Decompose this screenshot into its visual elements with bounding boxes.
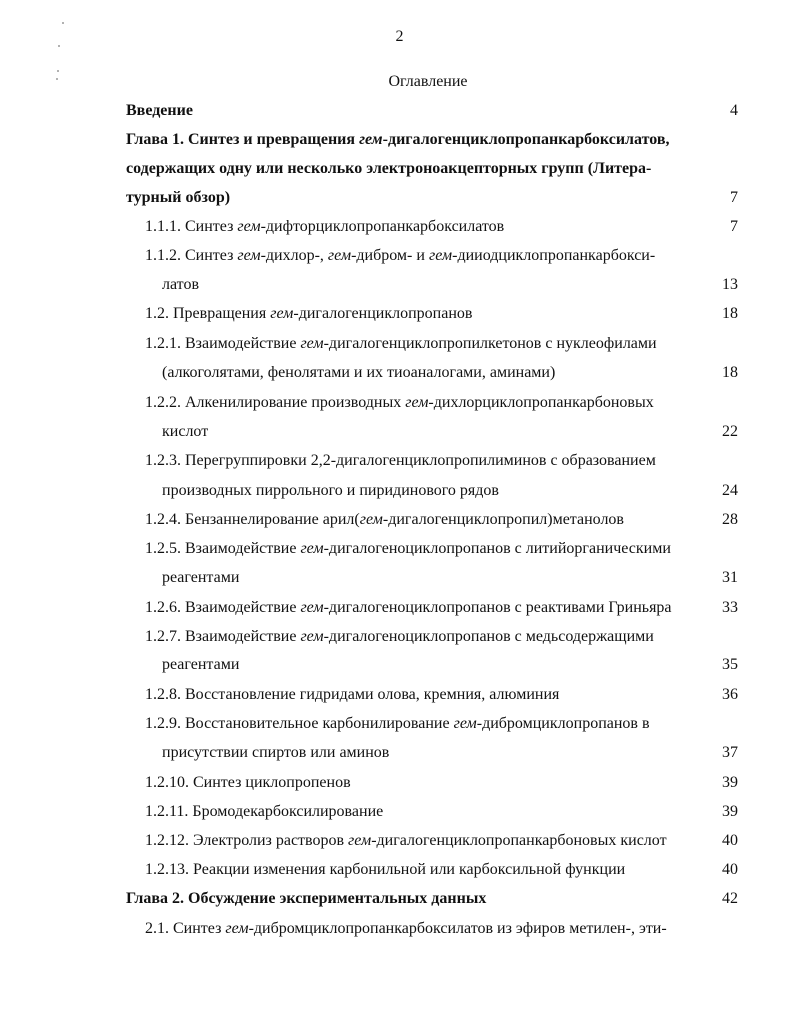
entry-text: 1.2.12. Электролиз растворов — [145, 832, 349, 849]
toc-page-number: 18 — [722, 305, 738, 322]
entry-text: турный обзор) — [126, 189, 231, 206]
entry-text: 1.2.13. Реакции изменения карбонильной или карбоксильной функции — [145, 861, 626, 878]
toc-entry-line — [162, 656, 239, 674]
entry-text: -дихлорциклопропанкарбоновых — [428, 394, 654, 411]
toc-entry-line — [145, 774, 351, 792]
entry-text: 1.2.7. Взаимодействие — [145, 628, 301, 645]
toc-entry-line — [126, 189, 230, 207]
entry-text-italic: гем — [300, 628, 324, 645]
entry-text: реагентами — [162, 656, 240, 673]
toc-page-number: 13 — [722, 276, 738, 293]
entry-text: -дигалогенциклопропилкетонов с нуклеофилами — [323, 335, 657, 352]
toc-page-number: 36 — [722, 686, 738, 703]
toc-entry-line — [162, 569, 239, 587]
entry-text: 1.1.2. Синтез — [145, 247, 238, 264]
toc-page-number: 40 — [722, 861, 738, 878]
entry-text: содержащих одну или несколько электроноакцепторных групп (Литера- — [126, 160, 652, 177]
toc-page-number: 37 — [722, 744, 738, 761]
toc-entry-line — [126, 890, 486, 908]
toc-entry-line — [162, 276, 199, 294]
toc-page-number: 39 — [722, 774, 738, 791]
entry-text: 1.2.5. Взаимодействие — [145, 540, 301, 557]
entry-text: кислот — [162, 423, 209, 440]
entry-text: 1.2.4. Бензаннелирование арил( — [145, 511, 360, 528]
toc-entry-line — [145, 803, 383, 821]
entry-text: -дигалогенциклопропанкарбоксилатов, — [382, 131, 670, 148]
entry-text: -дииодциклопропанкарбокси- — [452, 247, 656, 264]
entry-text: 1.2.9. Восстановительное карбонилирование — [145, 715, 454, 732]
entry-text-italic: гем — [359, 131, 383, 148]
toc-page-number: 22 — [722, 423, 738, 440]
page-title: Оглавление — [388, 73, 468, 90]
entry-text: 1.2.2. Алкенилирование производных — [145, 394, 406, 411]
entry-text: 1.1.1. Синтез — [145, 218, 238, 235]
scan-speck — [58, 45, 60, 47]
entry-text: -дигалогеноциклопропанов с реактивами Гриньяра — [323, 599, 672, 616]
toc-entry-line — [145, 394, 654, 412]
scan-speck — [56, 78, 58, 80]
entry-text: присутствии спиртов или аминов — [162, 744, 390, 761]
entry-text: 1.2.1. Взаимодействие — [145, 335, 301, 352]
toc-entry-line — [162, 744, 389, 762]
toc-entry-line — [145, 305, 472, 323]
entry-text: 1.2. Превращения — [145, 305, 271, 322]
toc-page-number: 42 — [722, 890, 738, 907]
toc-page-number: 4 — [730, 102, 738, 119]
scan-speck — [57, 70, 59, 72]
entry-text-italic: гем — [327, 247, 352, 264]
scan-speck — [62, 22, 64, 24]
entry-text: -дигалогеноциклопропанов с литийорганическими — [323, 540, 671, 557]
entry-text: -дигалогенциклопропанкарбоновых кислот — [371, 832, 667, 849]
toc-entry-line — [145, 511, 624, 529]
toc-page-number: 24 — [722, 482, 738, 499]
page-number: 2 — [395, 28, 404, 45]
entry-text: 2.1. Синтез — [145, 920, 226, 937]
entry-text: -дибромциклопропанкарбоксилатов из эфиров метилен-, эти- — [248, 920, 667, 937]
entry-text-italic: гем — [270, 305, 294, 322]
toc-entry-line — [145, 861, 625, 879]
entry-text: 1.2.10. Синтез циклопропенов — [145, 774, 351, 791]
entry-text: латов — [162, 276, 200, 293]
toc-entry-line — [145, 920, 667, 938]
toc-page-number: 40 — [722, 832, 738, 849]
entry-text: 1.2.11. Бромодекарбоксилирование — [145, 803, 384, 820]
entry-text: -дибромциклопропанов в — [476, 715, 650, 732]
entry-text: -дигалогеноциклопропанов с медьсодержащими — [323, 628, 654, 645]
entry-text: -дигалогенциклопропил)метанолов — [382, 511, 624, 528]
entry-text-italic: гем — [428, 247, 453, 264]
entry-text-italic: гем — [405, 394, 429, 411]
entry-text: (алкоголятами, фенолятами и их тиоаналогами, аминами) — [162, 364, 556, 381]
toc-page-number: 7 — [730, 218, 738, 235]
toc-page-number: 35 — [722, 656, 738, 673]
toc-page-number: 33 — [722, 599, 738, 616]
entry-text: -дибром- и — [351, 247, 429, 264]
toc-entry-line — [145, 715, 650, 733]
toc-entry-line — [145, 628, 654, 646]
toc-page-number: 39 — [722, 803, 738, 820]
entry-text: 1.2.6. Взаимодействие — [145, 599, 301, 616]
toc-page-number: 7 — [730, 189, 738, 206]
entry-text: Глава 2. Обсуждение экспериментальных данных — [126, 890, 487, 907]
entry-text: Введение — [126, 102, 193, 119]
toc-entry-line — [145, 247, 655, 265]
toc-page-number: 31 — [722, 569, 738, 586]
entry-text-italic: гем — [225, 920, 249, 937]
entry-text: Глава 1. Синтез и превращения — [126, 131, 360, 148]
toc-entry-line — [126, 131, 669, 149]
toc-entry-line — [145, 599, 672, 617]
toc-entry-line — [145, 540, 671, 558]
toc-entry-line — [145, 452, 656, 470]
entry-text: реагентами — [162, 569, 240, 586]
entry-text: 1.2.3. Перегруппировки 2,2-дигалогенциклопропилиминов с образованием — [145, 452, 656, 469]
toc-entry-line — [145, 832, 667, 850]
entry-text-italic: гем — [300, 540, 324, 557]
entry-text: -дихлор-, — [260, 247, 328, 264]
toc-entry-line — [162, 482, 499, 500]
entry-text-italic: гем — [237, 247, 261, 264]
toc-entry-line — [145, 686, 559, 704]
toc-entry-line — [145, 218, 504, 236]
toc-entry-line — [162, 423, 208, 441]
entry-text-italic: гем — [453, 715, 477, 732]
entry-text: -дигалогенциклопропанов — [293, 305, 473, 322]
entry-text-italic: гем — [359, 511, 383, 528]
entry-text: производных пиррольного и пиридинового рядов — [162, 482, 499, 499]
entry-text-italic: гем — [300, 599, 324, 616]
entry-text: -дифторциклопропанкарбоксилатов — [260, 218, 505, 235]
entry-text-italic: гем — [300, 335, 324, 352]
toc-page-number: 28 — [722, 511, 738, 528]
toc-entry-line — [126, 102, 193, 120]
toc-page-number: 18 — [722, 364, 738, 381]
entry-text-italic: гем — [237, 218, 261, 235]
entry-text-italic: гем — [348, 832, 372, 849]
toc-entry-line — [162, 364, 555, 382]
entry-text: 1.2.8. Восстановление гидридами олова, кремния, алюминия — [145, 686, 560, 703]
toc-entry-line — [126, 160, 651, 178]
toc-entry-line — [145, 335, 657, 353]
